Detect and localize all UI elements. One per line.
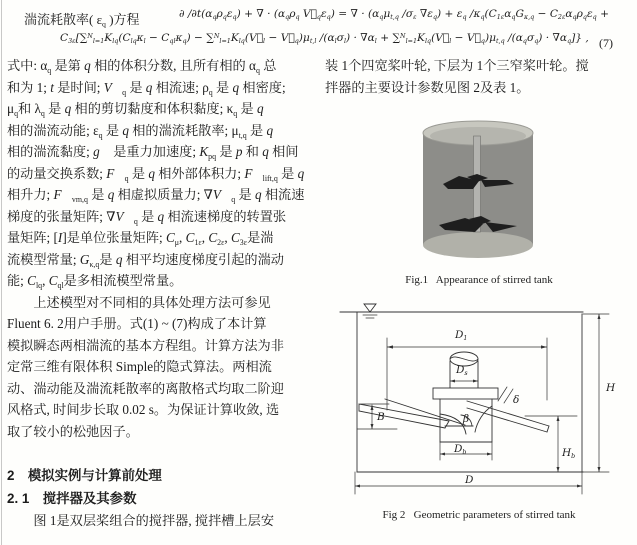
scan-edge-line [1,0,2,545]
dim-label-B: B [377,411,385,423]
figure-2-geometry-drawing [337,302,633,508]
dim-label-D1: $D_1$ [455,329,468,343]
figure-1-stirred-tank-image [393,120,568,262]
dim-label-delta: δ [513,394,520,406]
dim-label-D: D [465,474,474,486]
text-line: 流模型常量; $G_{\kappa,q}$是 q 相平均速度梯度引起的湍动 [7,251,284,269]
right-column [325,55,635,98]
text-line: 取了较小的松弛因子。 [7,423,139,439]
fig1-caption: Fig.1 Appearance of stirred tank [405,274,553,286]
text-line: $\mu_q$和 $\lambda_q$ 是 q 相的剪切黏度和体积黏度; $\kappa_q$ 是 q [7,101,264,118]
equation-label: 湍流耗散率( $\varepsilon_q$ )方程 [24,12,140,29]
dim-label-beta: β [463,413,470,425]
text-line: 拌器的主要设计参数见图 2及表 1。 [325,79,530,95]
text-line: 上述模型对不同相的具体处理方法可参见 [7,294,271,310]
text-line: 风格式, 时间步长取 0.02 s。为保证计算收敛, 选 [7,402,280,417]
left-column [7,55,313,442]
equation-line-2: $C_{3\varepsilon}[\sum^N_{l=1}K_{lq}(C_{lq}\kappa_l - C_{ql}\kappa_q)$ − $\sum^N_{l=1}K_{lq}(V⃗_l$ − $V⃗_q)\mu_{t,l}$ $/(\alpha_l\sigma_l) \cdot \nabla\alpha_l$ + $\sum^N_{l=1}K_{lq}(V⃗_l$ − $V⃗_q)\mu_{t,q}$ $/(\alpha_q\sigma_q) \cdot \nabla\alpha_q$]} , [60,32,589,46]
dim-label-Ds: $D_s$ [456,364,468,378]
fig2-caption: Fig 2 Geometric parameters of stirred tank [382,509,576,521]
text-line: 式中: $\alpha_q$ 是第 q 相的体积分数, 且所有相的 $\alpha_q$ 总 [7,58,277,75]
text-line: 装 1个四宽桨叶轮, 下层为 1个三窄桨叶轮。搅 [325,58,589,73]
dim-label-Hb: $H_b$ [562,447,576,461]
subsection-heading: 2. 1 搅拌器及其参数 [7,491,137,506]
dimension-Ds [450,380,478,383]
text-line: 量矩阵; [I]是单位张量矩阵; $C_\mu$, $C_{1\varepsilon}$, $C_{2\varepsilon}$, $C_{3\varepsilon}$是湍 [7,230,274,247]
text-line: 和为 1; t 是时间; $V⃗_q$ 是 q 相流速; $\rho_q$ 是 q 相密度; [7,79,286,97]
stirred-tank-3d [393,120,568,262]
dim-label-Db: $D_b$ [454,443,467,457]
water-level-symbol [363,304,377,318]
text-line: 动、湍动能及湍流耗散率的离散格式均取二阶迎 [7,380,284,396]
dimension-Hb [525,416,577,472]
text-line: 模拟瞬态两相湍流的基本方程组。计算方法为非 [7,337,284,353]
equation-number: (7) [599,36,613,50]
text-line: 相的湍流黏度; g⃗ 是重力加速度; $K_{pq}$ 是 p 和 q 相间 [7,144,299,161]
section-heading: 2 模拟实例与计算前处理 [7,468,162,483]
text-line: 梯度的张量矩阵; $\nabla V⃗_q$ 是 q 相流速梯度的转置张 [7,208,287,226]
text-line: 能; $C_{lq}$, $C_{ql}$是多相流模型常量。 [7,273,183,290]
text-line: 相的湍流动能; $\varepsilon_q$ 是 q 相的湍流耗散率; $\mu_{t,q}$ 是 q [7,122,274,140]
text-line: 的动量交换系数; $F⃗_q$ 是 q 相外部体积力; $F⃗_{lift,q}$ 是 q [7,165,305,183]
equation-line-1: ∂ $/\partial t(\alpha_q\rho_q\varepsilon_q)$ + ∇ · ($\alpha_q\rho_q$ $V⃗_q\varepsilon_q$) = ∇ · ($\alpha_q\mu_{t,q}$ $/\sigma_\varepsilon$ $\nabla\varepsilon_q) + \varepsilon_q$ $/\kappa_q(C_{1\varepsilon}\alpha_qG_{\kappa,q} - C_{2\varepsilon}\alpha_q\rho_q\varepsilon_q$ + [179,8,609,22]
section-intro-line: 图 1是双层桨组合的搅拌器, 搅拌槽上层安 [7,513,275,528]
dim-label-H: H [606,382,616,394]
text-line: 定常三维有限体积 Simple的隐式算法。两相流 [7,359,272,374]
left-wide-blade [359,399,465,428]
text-line: Fluent 6. 2用户手册。式(1) ~ (7)构成了本计算 [7,316,267,331]
fig2-drawing [337,302,633,508]
text-line: 相升力; $F⃗_{vm,q}$ 是 q 相虚拟质量力; $\nabla V⃗_q$ 是 q 相流速 [7,187,305,204]
